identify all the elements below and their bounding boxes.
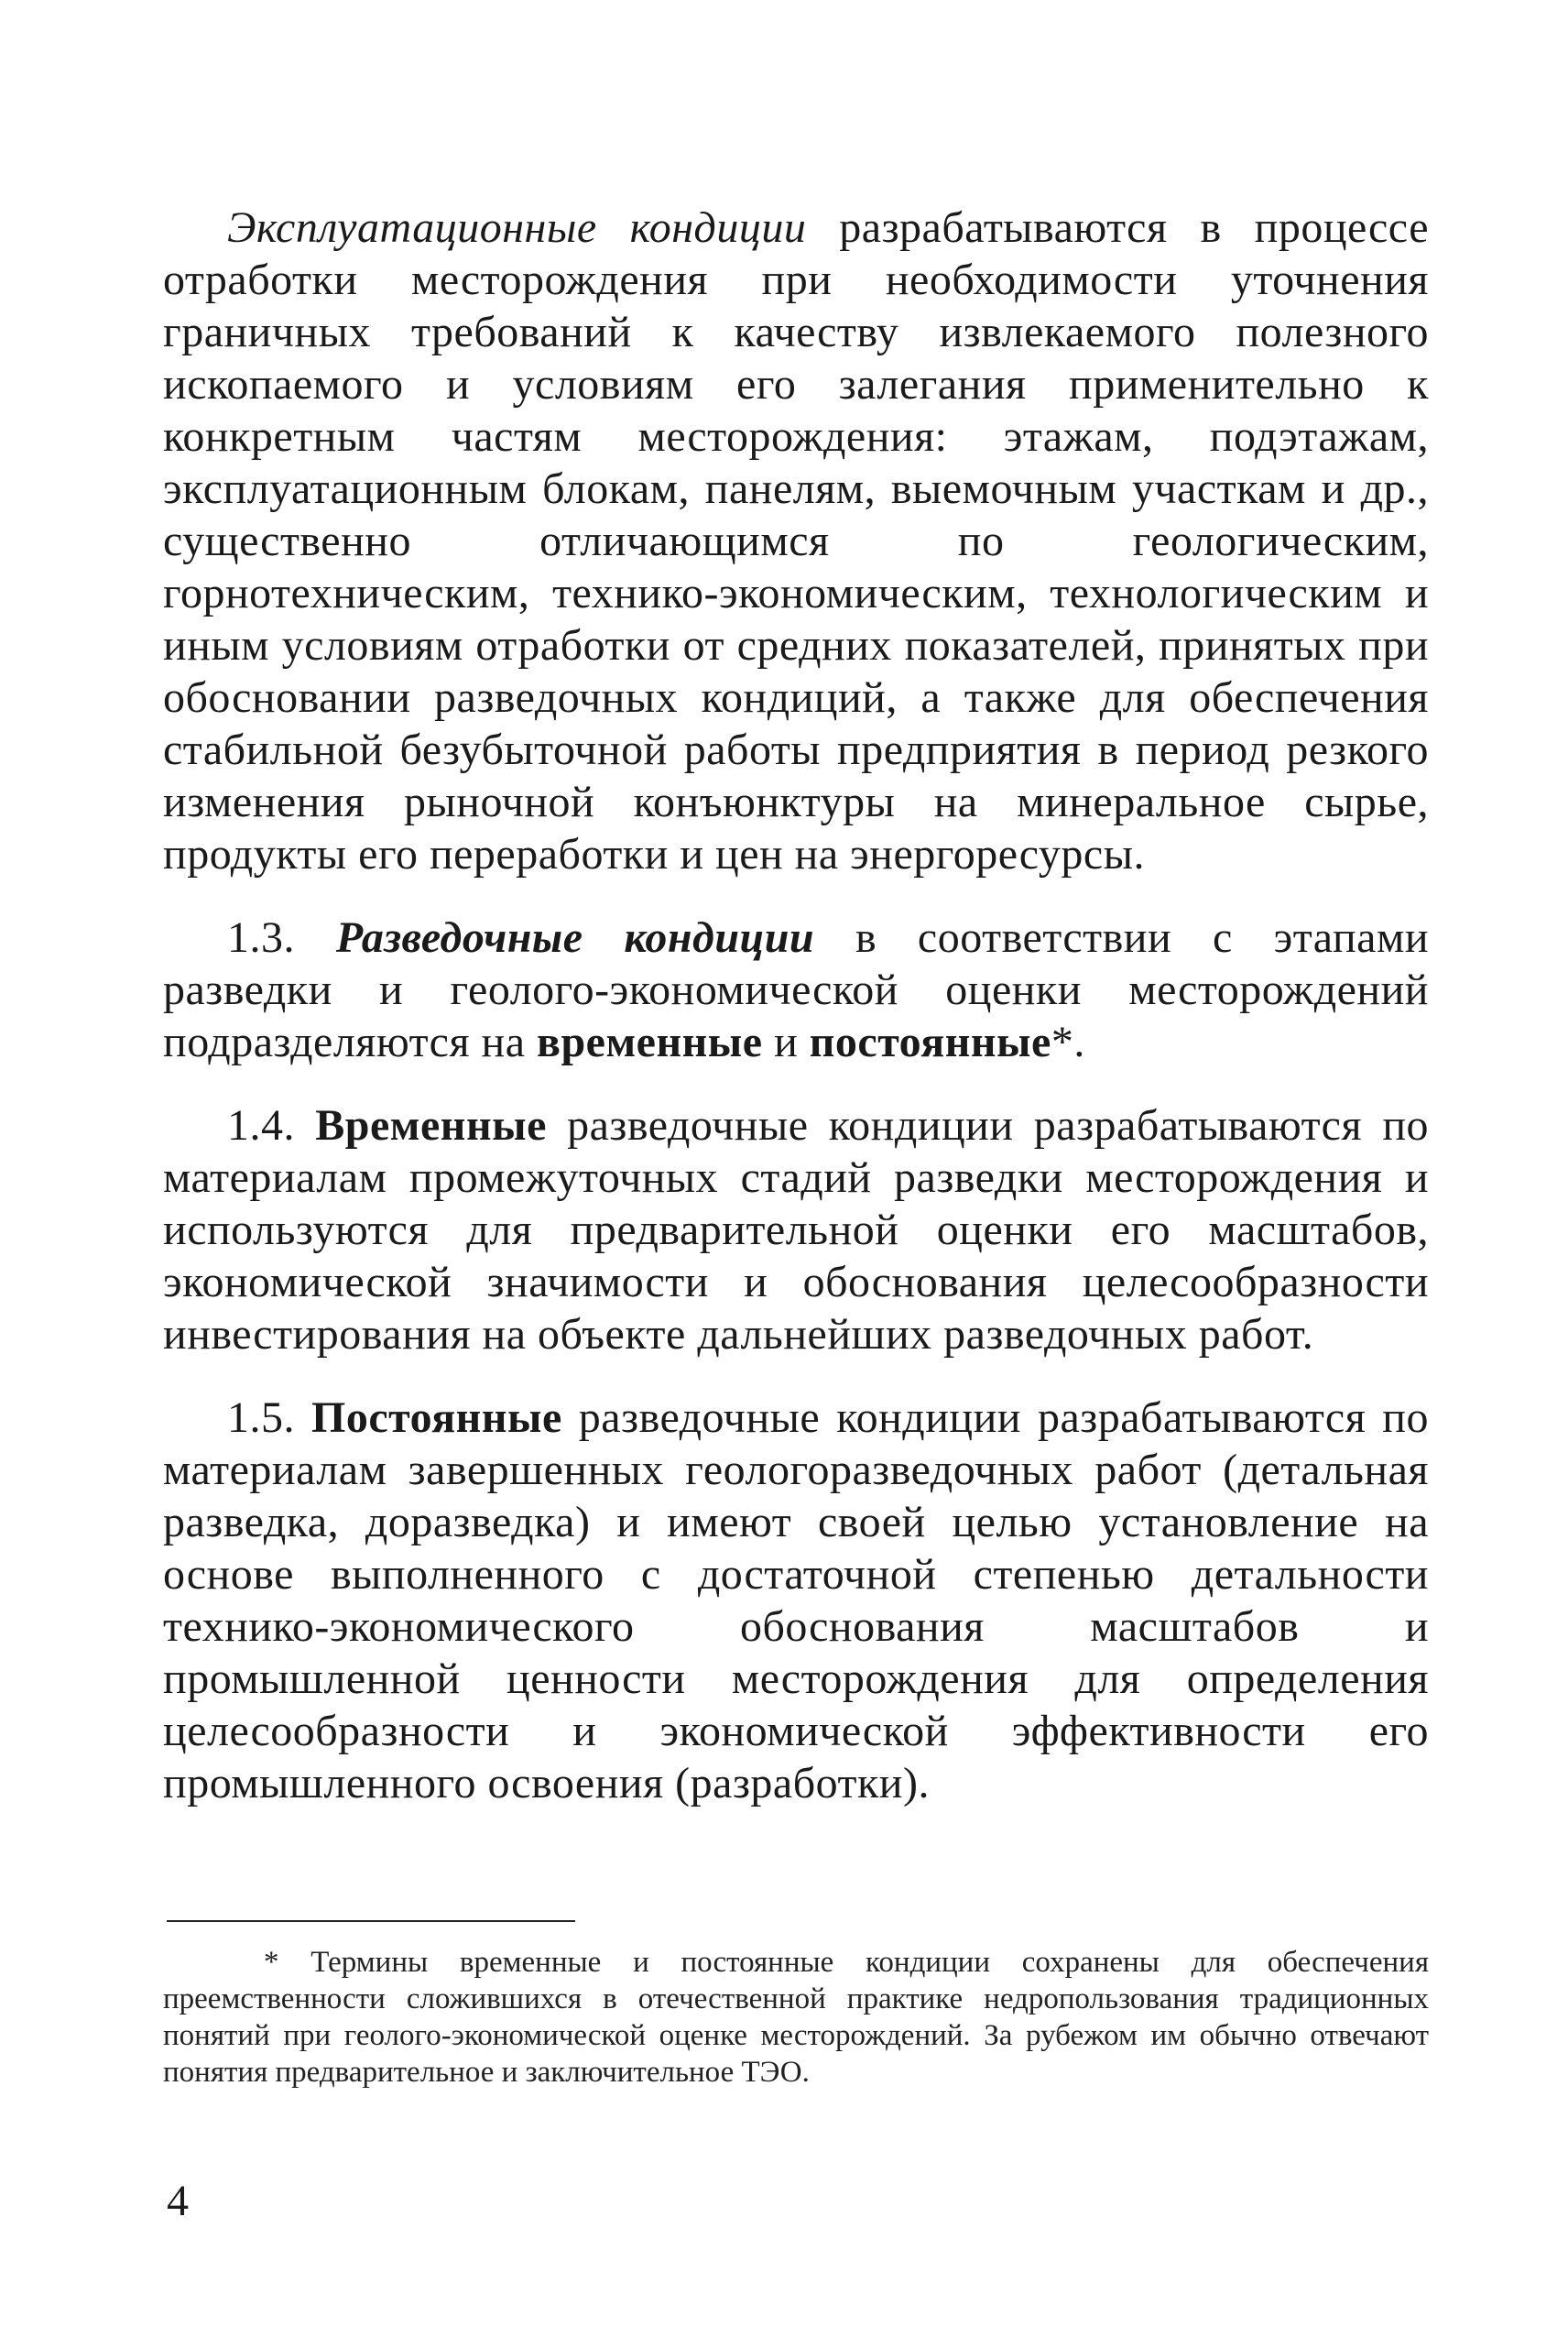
- paragraph-text: разрабатываются в процессе отработки месторождения при необходимости уточнения граничных требований к качеству извлекаемого полезного ископаемого и условиям его залегания применительно к конкретным частям месторождения: этажам, подэтажам, эксплуатационным блокам, панелям, выемочным участкам и др., существенно отличающимся по геологическим, горнотехническим, технико-экономическим, технологическим и иным условиям отработки от средних показателей, принятых при обосновании разведочных кондиций, а также для обеспечения стабильной безубыточной работы предприятия в период резкого изменения рыночной конъюнктуры на минеральное сырье, продукты его переработки и цен на энергоресурсы.: [163, 203, 1430, 879]
- paragraph-text: разведочные кондиции разрабатываются по материалам завершенных геологоразведочных работ (детальная разведка, доразведка) и имеют своей целью установление на основе выполненного с достаточной степенью детальности технико-экономического обоснования масштабов и промышленной ценности месторождения для определения целесообразности и экономической эффективности его промышленного освоения (разработки).: [163, 1393, 1429, 1807]
- term-temporary: Временные: [315, 1101, 547, 1150]
- page-number: 4: [167, 2177, 189, 2225]
- page-body: [163, 202, 1429, 1809]
- section-number: 1.5.: [227, 1393, 295, 1442]
- paragraph-exploitation-conditions: [163, 202, 1429, 880]
- footnote-text: Термины временные и постоянные кондиции сохранены для обеспечения преемственности сложившихся в отечественной практике недропользования традиционных понятий при геолого-экономической оценке месторождений. За рубежом им обычно отвечают понятия предварительное и заключительное ТЭО.: [163, 1946, 1429, 2089]
- footnote-reference: *.: [1051, 1018, 1085, 1066]
- footnote-divider: [167, 1920, 575, 1922]
- paragraph-1-4: [163, 1099, 1429, 1360]
- section-number: 1.4.: [227, 1101, 295, 1150]
- paragraph-text: в соответствии с этапами разведки и геолого-экономической оценки месторождений подразделяются на: [163, 913, 1429, 1066]
- paragraph-text: разведочные кондиции разрабатываются по материалам промежуточных стадий разведки месторождения и используются для предварительной оценки его масштабов, экономической значимости и обоснования целесообразности инвестирования на объекте дальнейших разведочных работ.: [163, 1101, 1430, 1359]
- term-temporary: временные: [537, 1018, 763, 1066]
- paragraph-text: и: [762, 1018, 810, 1066]
- section-number: 1.3.: [227, 913, 295, 962]
- paragraph-1-3: [163, 912, 1429, 1068]
- footnote: [163, 1944, 1429, 2091]
- term-exploration-conditions: Разведочные кондиции: [335, 913, 815, 962]
- term-permanent: постоянные: [809, 1018, 1051, 1066]
- term-exploitation-conditions: Эксплуатационные кондиции: [227, 203, 807, 252]
- paragraph-1-5: [163, 1392, 1429, 1809]
- footnote-marker: *: [264, 1946, 279, 1979]
- term-permanent: Постоянные: [311, 1393, 562, 1442]
